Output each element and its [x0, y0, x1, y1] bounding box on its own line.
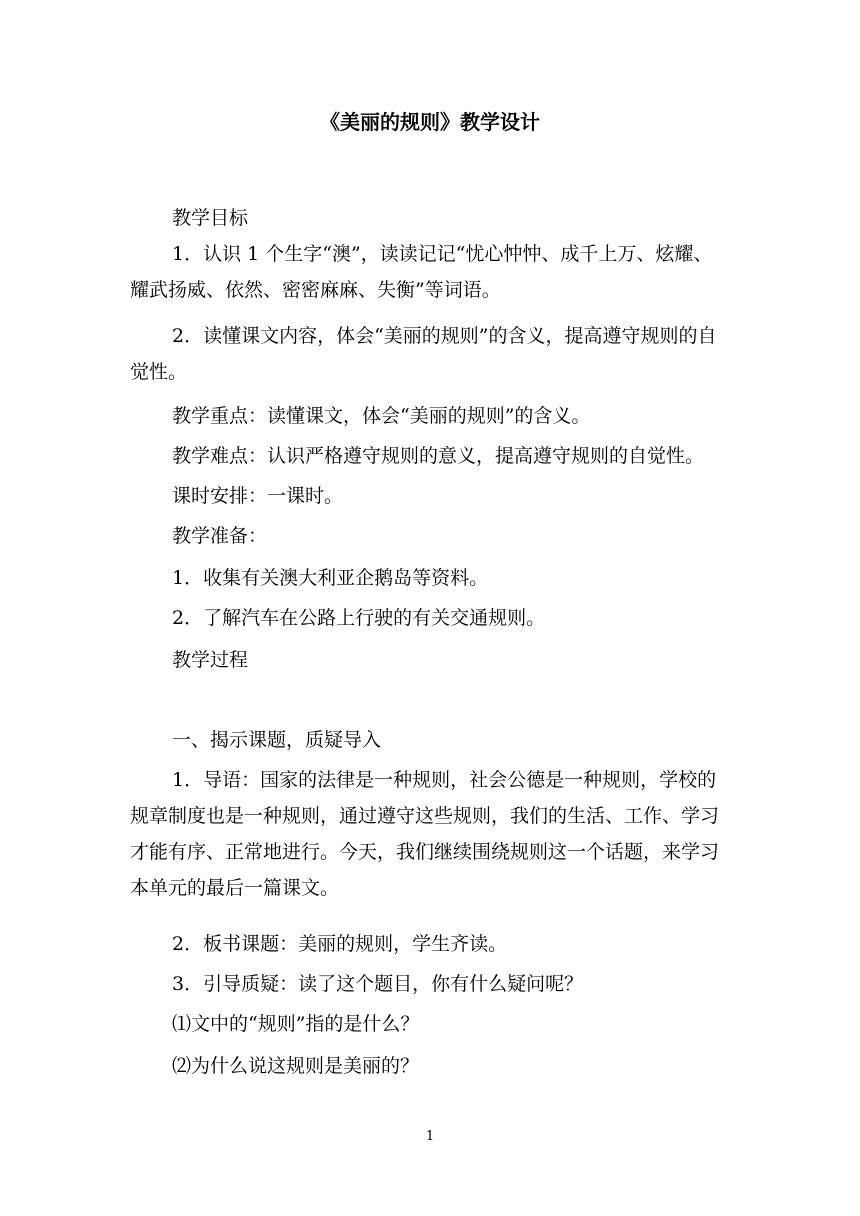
- prep-item-2: 2．了解汽车在公路上行驶的有关交通规则。: [172, 607, 546, 629]
- schedule: 课时安排：一课时。: [172, 485, 344, 507]
- prep-heading: 教学准备：: [172, 525, 268, 547]
- page-number: 1: [425, 1129, 435, 1144]
- difficulty: 教学难点：认识严格遵守规则的意义，提高遵守规则的自觉性。: [172, 445, 705, 467]
- question-1: ⑴文中的“规则”指的是什么？: [172, 1013, 420, 1035]
- part1-heading: 一、揭示课题，质疑导入: [172, 729, 382, 751]
- step-2: 2．板书课题：美丽的规则，学生齐读。: [172, 933, 508, 955]
- document-title: 《美丽的规则》教学设计: [320, 110, 540, 134]
- key-point: 教学重点：读懂课文，体会“美丽的规则”的含义。: [172, 405, 591, 427]
- step-3: 3．引导质疑：读了这个题目，你有什么疑问呢？: [172, 973, 584, 995]
- prep-item-1: 1．收集有关澳大利亚企鹅岛等资料。: [172, 567, 489, 589]
- step-1: 1．导语：国家的法律是一种规则，社会公德是一种规则，学校的规章制度也是一种规则，通过遵守这些规则，我们的生活、工作、学习才能有序、正常地进行。今天，我们继续围绕规则这一个话题，来学习本单元的最后一篇课文。: [130, 769, 720, 899]
- process-heading: 教学过程: [172, 649, 249, 671]
- goals-heading: 教学目标: [172, 207, 249, 229]
- goal-2: 2．读懂课文内容，体会“美丽的规则”的含义，提高遵守规则的自觉性。: [130, 325, 717, 383]
- goal-1: 1．认识 1 个生字“澳”，读读记记“忧心忡忡、成千上万、炫耀、耀武扬威、依然、密密麻麻、失衡”等词语。: [130, 243, 713, 301]
- question-2: ⑵为什么说这规则是美丽的？: [172, 1055, 420, 1077]
